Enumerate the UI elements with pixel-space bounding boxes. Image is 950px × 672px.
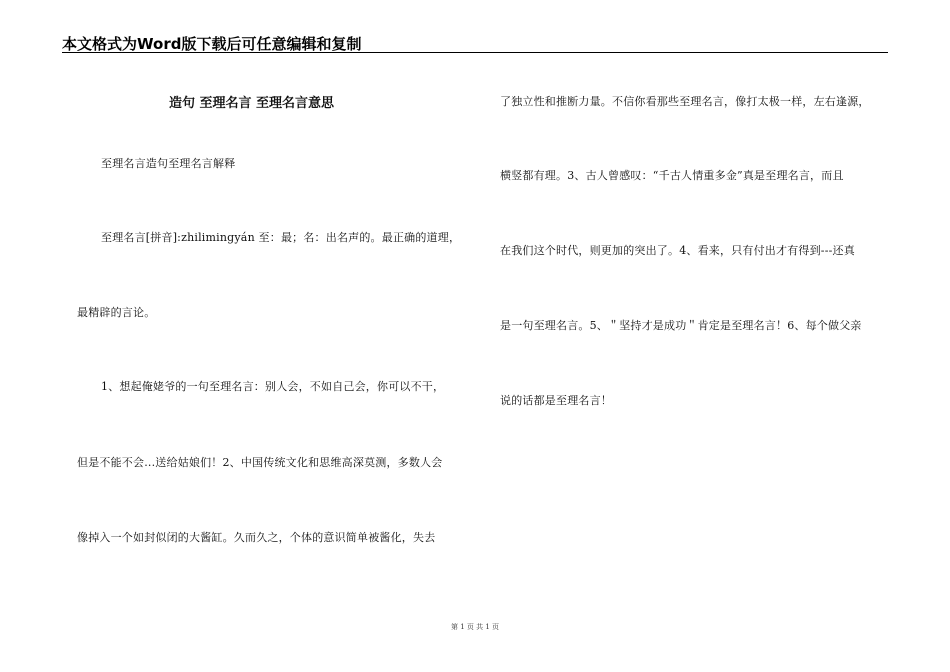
left-paragraph-line: 但是不能不会...送给姑娘们！2、中国传统文化和思维高深莫测，多数人会 xyxy=(77,456,443,469)
right-paragraph-line: 了独立性和推断力量。不信你看那些至理名言，像打太极一样，左右逢源， xyxy=(500,95,870,108)
right-paragraph-line: 说的话都是至理名言！ xyxy=(500,394,612,407)
header-divider xyxy=(62,52,888,53)
left-paragraph-line: 至理名言造句至理名言解释 xyxy=(101,157,236,170)
left-paragraph-line: 1、想起俺姥爷的一句至理名言：别人会，不如自己会，你可以不干， xyxy=(101,380,445,393)
right-paragraph-line: 在我们这个时代，则更加的突出了。4、看来，只有付出才有得到---还真 xyxy=(500,244,855,257)
left-paragraph-line: 最精辟的言论。 xyxy=(77,306,156,319)
document-title: 造句 至理名言 至理名言意思 xyxy=(169,96,335,111)
left-paragraph-line: 至理名言[拼音]:zhilimingyán 至：最；名：出名声的。最正确的道理， xyxy=(101,231,461,244)
page-number: 第 1 页 共 1 页 xyxy=(450,623,500,631)
left-paragraph-line: 像掉入一个如封似闭的大酱缸。久而久之，个体的意识简单被酱化，失去 xyxy=(77,531,436,544)
right-paragraph-line: 横竖都有理。3、古人曾感叹：“千古人情重多金”真是至理名言，而且 xyxy=(500,169,844,182)
right-paragraph-line: 是一句至理名言。5、＂坚持才是成功＂肯定是至理名言！6、每个做父亲 xyxy=(500,319,862,332)
header-title: 本文格式为Word版下载后可任意编辑和复制 xyxy=(62,35,362,53)
